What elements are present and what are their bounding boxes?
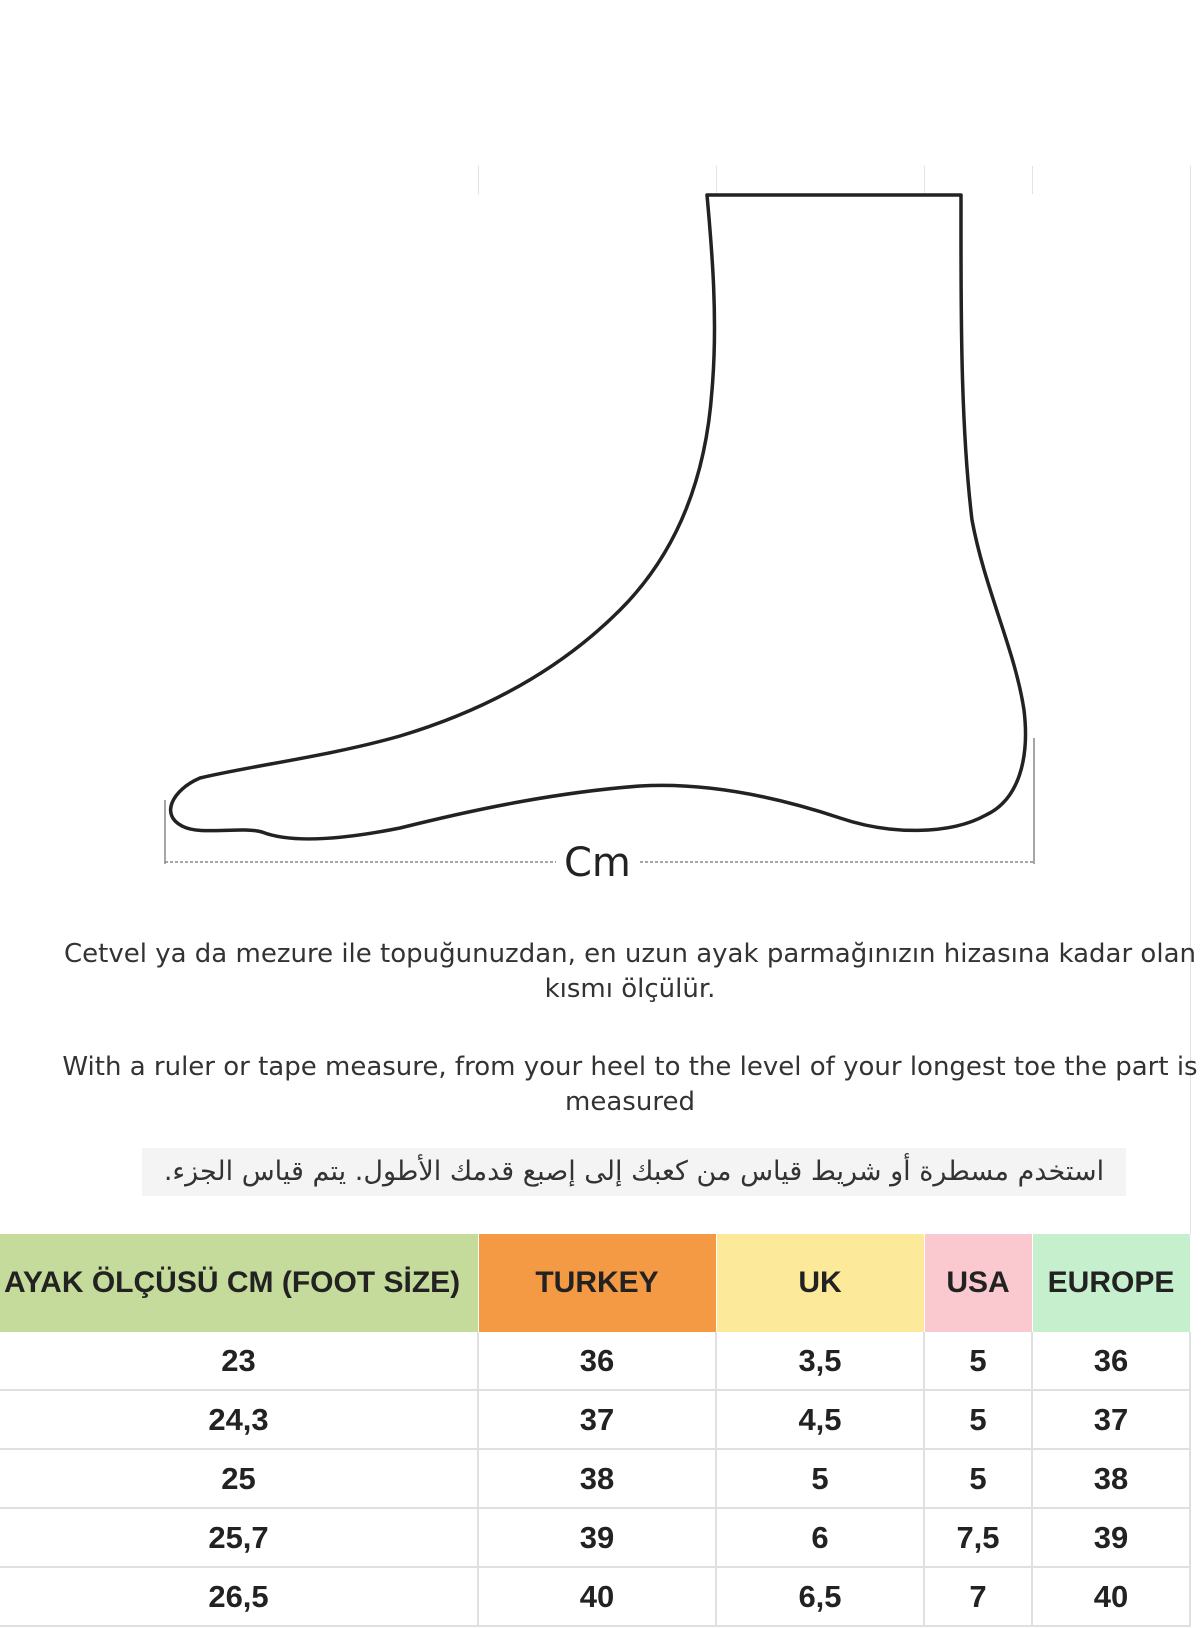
instruction-turkish: Cetvel ya da mezure ile topuğunuzdan, en uzun ayak parmağınızın hizasına kadar olan kısmı ölçülür.	[64, 939, 1196, 1004]
cell-foot-size: 26,5	[0, 1567, 478, 1626]
cell-uk: 6	[716, 1508, 924, 1567]
cell-foot-size: 25	[0, 1449, 478, 1508]
cell-uk: 6,5	[716, 1567, 924, 1626]
instruction-arabic: استخدم مسطرة أو شريط قياس من كعبك إلى إصبع قدمك الأطول. يتم قياس الجزء.	[142, 1148, 1126, 1196]
table-header-row	[0, 1234, 1190, 1332]
header-foot-size: AYAK ÖLÇÜSÜ CM (FOOT SİZE)	[0, 1234, 478, 1332]
cell-usa: 5	[924, 1449, 1032, 1508]
cell-foot-size: 25,7	[0, 1508, 478, 1567]
header-uk: UK	[716, 1234, 924, 1332]
cell-uk: 4,5	[716, 1390, 924, 1449]
cell-foot-size: 23	[0, 1332, 478, 1390]
cell-turkey: 39	[478, 1508, 716, 1567]
cell-europe: 40	[1032, 1567, 1190, 1626]
header-usa: USA	[924, 1234, 1032, 1332]
cell-turkey: 40	[478, 1567, 716, 1626]
cell-uk: 3,5	[716, 1332, 924, 1390]
foot-outline	[171, 195, 1026, 839]
cell-europe: 37	[1032, 1390, 1190, 1449]
cell-foot-size: 24,3	[0, 1390, 478, 1449]
cell-usa: 5	[924, 1332, 1032, 1390]
cell-europe: 39	[1032, 1508, 1190, 1567]
size-chart-table	[0, 1234, 1191, 1627]
table-row	[0, 1449, 1190, 1508]
table-row	[0, 1332, 1190, 1390]
cell-turkey: 37	[478, 1390, 716, 1449]
cell-turkey: 36	[478, 1332, 716, 1390]
cell-europe: 38	[1032, 1449, 1190, 1508]
measure-label: Cm	[556, 840, 639, 886]
header-europe: EUROPE	[1032, 1234, 1190, 1332]
instruction-english: With a ruler or tape measure, from your heel to the level of your longest toe the part is measured	[62, 1052, 1198, 1117]
table-row	[0, 1567, 1190, 1626]
cell-uk: 5	[716, 1449, 924, 1508]
table-row	[0, 1390, 1190, 1449]
header-turkey: TURKEY	[478, 1234, 716, 1332]
cell-usa: 5	[924, 1390, 1032, 1449]
table-row	[0, 1508, 1190, 1567]
cell-turkey: 38	[478, 1449, 716, 1508]
cell-europe: 36	[1032, 1332, 1190, 1390]
cell-usa: 7,5	[924, 1508, 1032, 1567]
cell-usa: 7	[924, 1567, 1032, 1626]
